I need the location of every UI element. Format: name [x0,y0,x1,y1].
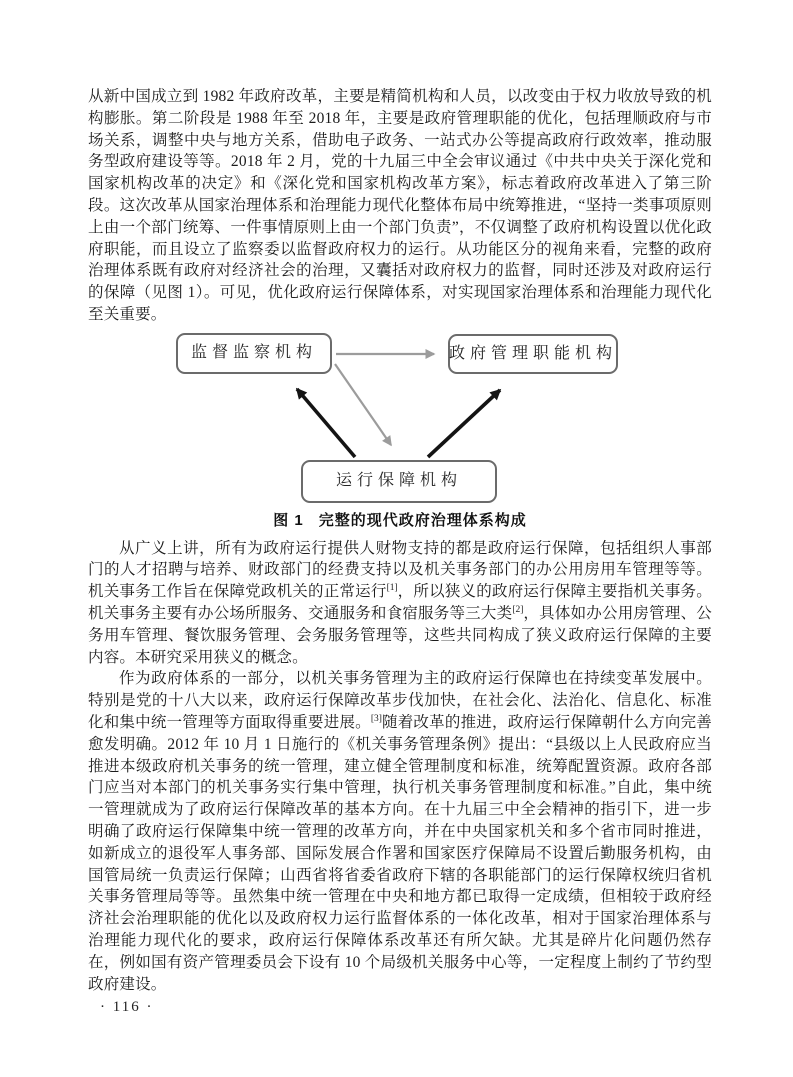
figure-1 [88,333,712,532]
figure-label: 图 1 [273,511,304,529]
reference-mark-1: [1] [386,583,398,593]
arrow-supervision-to-support [335,364,391,445]
node-government-function-organs: 政府管理职能机构 [448,334,618,374]
paragraph-2-text: ，所以狭义的政府运行保障主要指机关事务。机关事务主要有办公场所服务、交通服务和食宿服务等三大类 [88,583,712,622]
paragraph-3-text: 随着改革的推进，政府运行保障朝什么方向完善愈发明确。2012 年 10 月 1 日施行的《机关事务管理条例》提出：“县级以上人民政府应当推进本级政府机关事务的统一管理，建立健全管理制度和标准，统筹配置资源。政府各部门应当对本部门的机关事务实行集中管理，执行机关事务管理制度和标准。”自此，集中统一管理就成为了政府运行保障改革的基本方向。在十九届三中全会精神的指引下，进一步明确了政府运行保障集中统一管理的改革方向，并在中央国家机关和多个省市同时推进，如新成立的退役军人事务部、国际发展合作署和国家医疗保障局不设置后勤服务机构，由国管局统一负责运行保障；山西省将省委省政府下辖的各职能部门的运行保障权统归省机关事务管理局等等。虽然集中统一管理在中央和地方都已取得一定成绩，但相较于政府经济社会治理职能的优化以及政府权力运行监督体系的一体化改革，相对于国家治理体系与治理能力现代化的要求，政府运行保障体系改革还有所欠缺。尤其是碎片化问题仍然存在，例如国有资产管理委员会下设有 10 个局级机关服务中心等，一定程度上制约了节约型政府建设。 [88,713,712,993]
figure-title: 完整的现代政府治理体系构成 [318,511,527,529]
arrow-support-to-functions [428,390,500,457]
text-column [88,86,712,995]
paragraph-3-text: 作为政府体系的一部分，以机关事务管理为主的政府运行保障也在持续变革发展中。特别是党的十八大以来，政府运行保障改革步伐加快，在社会化、法治化、信息化、标准化和集中统一管理等方面取得重要进展。 [88,670,712,731]
paragraph-3 [88,668,712,995]
paragraph-2 [88,538,712,669]
reference-mark-2: [2] [512,604,524,615]
page-number: · 116 · [100,999,154,1015]
arrow-support-to-supervision [297,389,355,457]
figure-1-caption [88,510,712,532]
figure-1-diagram [88,333,712,505]
paragraph-2-text: 从广义上讲，所有为政府运行提供人财物支持的都是政府运行保障，包括组织人事部门的人才招聘与培养、财政部门的经费支持以及机关事务部门的办公用房用车管理等等。机关事务工作旨在保障党政机关的正常运行 [88,539,712,601]
reference-mark-3: [3] [370,713,382,724]
node-operation-support-organs: 运行保障机构 [301,460,497,503]
paragraph-1: 从新中国成立到 1982 年政府改革，主要是精简机构和人员，以改变由于权力收放导致的机构膨胀。第二阶段是 1988 年至 2018 年，主要是政府管理职能的优化，包括理顺政府与市场关系，调整中央与地方关系，借助电子政务、一站式办公等提高政府行政效率，推动服务型政府建设等等。2018 年 2 月，党的十九届三中全会审议通过《中共中央关于深化党和国家机构改革的决定》和《深化党和国家机构改革方案》，标志着政府改革进入了第三阶段。这次改革从国家治理体系和治理能力现代化整体布局中统筹推进，“坚持一类事项原则上由一个部门统筹、一件事情原则上由一个部门负责”，不仅调整了政府机构设置以优化政府职能，而且设立了监察委以监督政府权力的运行。从功能区分的视角来看，完整的政府治理体系既有政府对经济社会的治理，又囊括对政府权力的监督，同时还涉及对政府运行的保障（见图 1）。可见，优化政府运行保障体系，对实现国家治理体系和治理能力现代化至关重要。 [88,88,712,323]
node-supervision-organs: 监督监察机构 [176,333,332,374]
paragraph-2-text: ，具体如办公用房管理、公务用车管理、餐饮服务管理、会务服务管理等，这些共同构成了狭义政府运行保障的主要内容。本研究采用狭义的概念。 [88,604,712,666]
